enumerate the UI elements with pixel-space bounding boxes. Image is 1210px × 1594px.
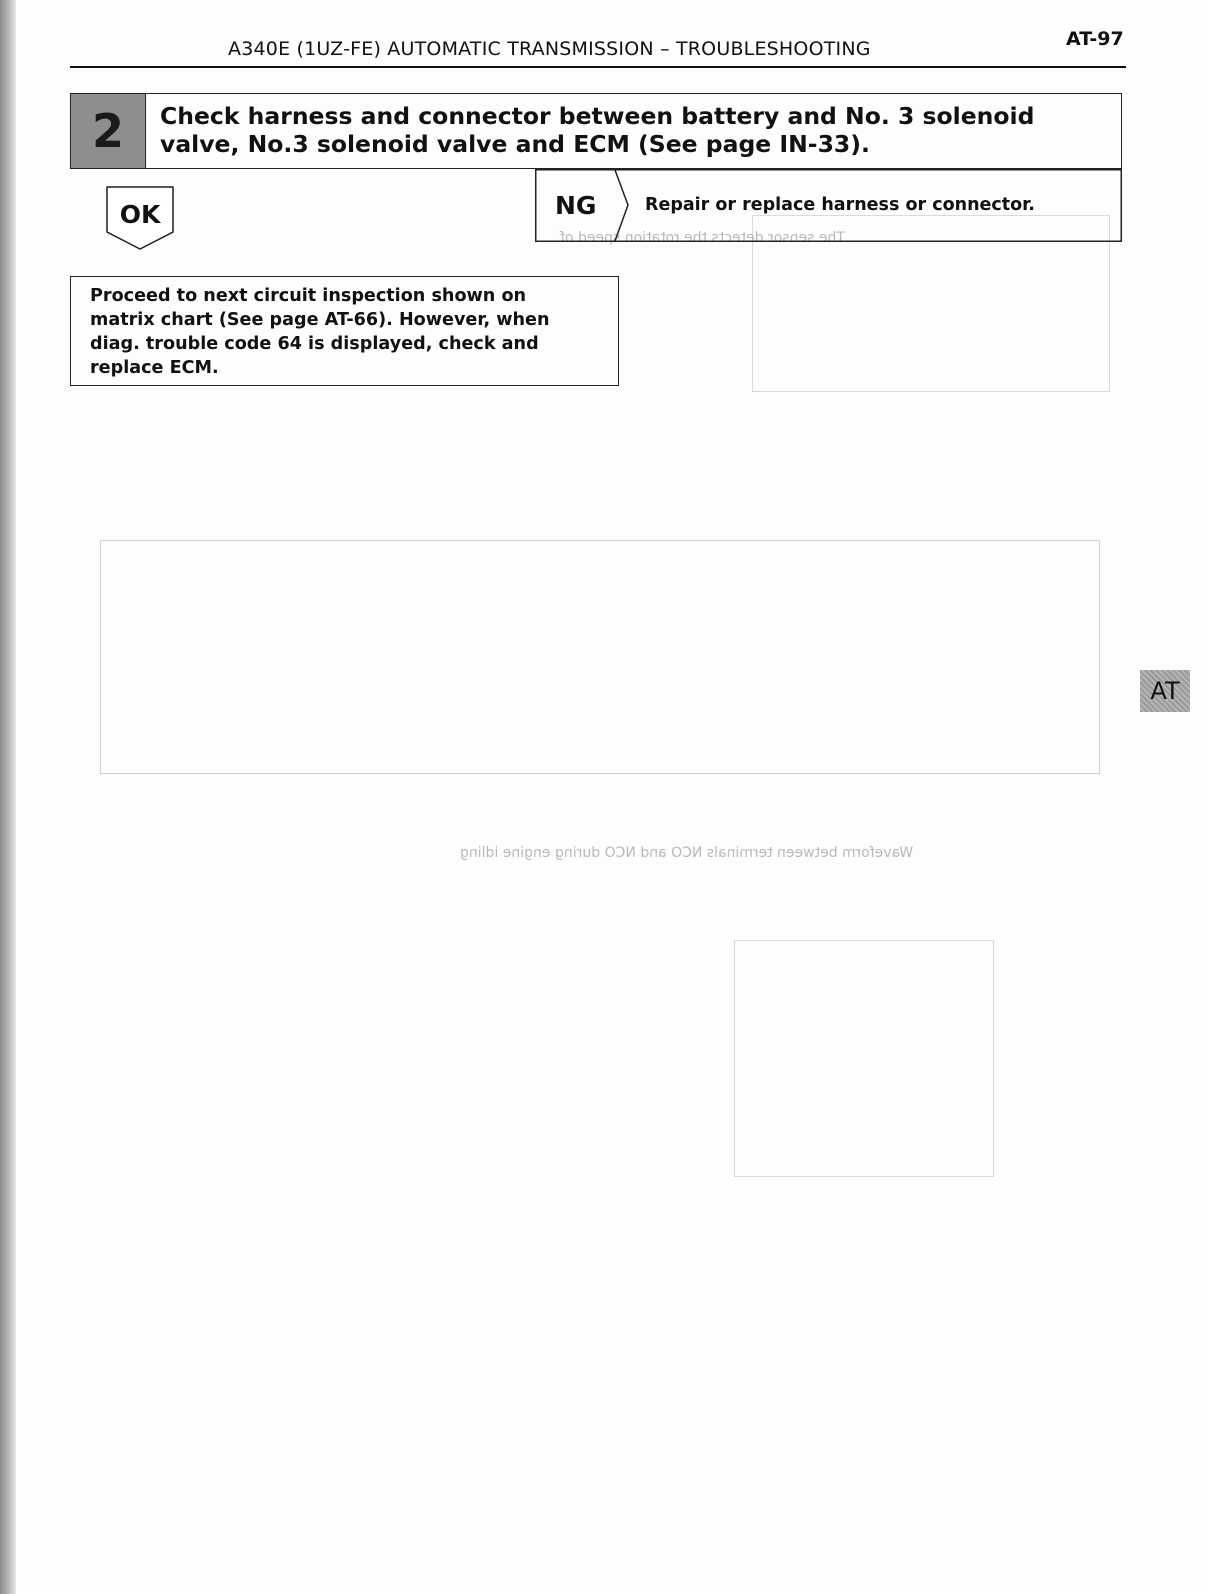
page-binding-edge <box>0 0 16 1594</box>
step-instruction <box>146 94 1034 168</box>
ng-label: NG <box>555 191 597 220</box>
header-rule <box>70 66 1126 68</box>
step-instruction-line: valve, No.3 solenoid valve and ECM (See page IN-33). <box>160 130 870 158</box>
bleed-through-text-2: Waveform between terminals NCO and NCO during engine idling <box>460 845 914 861</box>
page-number: AT-97 <box>1066 28 1124 50</box>
ng-action: Repair or replace harness or connector. <box>645 195 1035 215</box>
step-box <box>70 93 1122 169</box>
ok-badge <box>106 186 174 250</box>
ng-box <box>535 169 1122 242</box>
ok-result-line: matrix chart (See page AT-66). However, when <box>90 310 550 330</box>
bleed-through-text-1: The sensor detects the rotation speed of <box>560 230 845 246</box>
section-tab-at: AT <box>1140 670 1190 712</box>
bleed-through-table <box>100 540 1100 774</box>
ok-result-line: diag. trouble code 64 is displayed, check and <box>90 334 539 354</box>
step-number: 2 <box>71 94 146 168</box>
bleed-through-waveform <box>734 940 994 1177</box>
page-header-title: A340E (1UZ-FE) AUTOMATIC TRANSMISSION – TROUBLESHOOTING <box>228 38 871 60</box>
step-instruction-line: Check harness and connector between battery and No. 3 solenoid <box>160 102 1035 130</box>
ok-result-line: Proceed to next circuit inspection shown on <box>90 286 527 306</box>
ok-label: OK <box>119 200 161 229</box>
ok-result-box <box>70 276 619 386</box>
ok-result-line: replace ECM. <box>90 358 219 378</box>
